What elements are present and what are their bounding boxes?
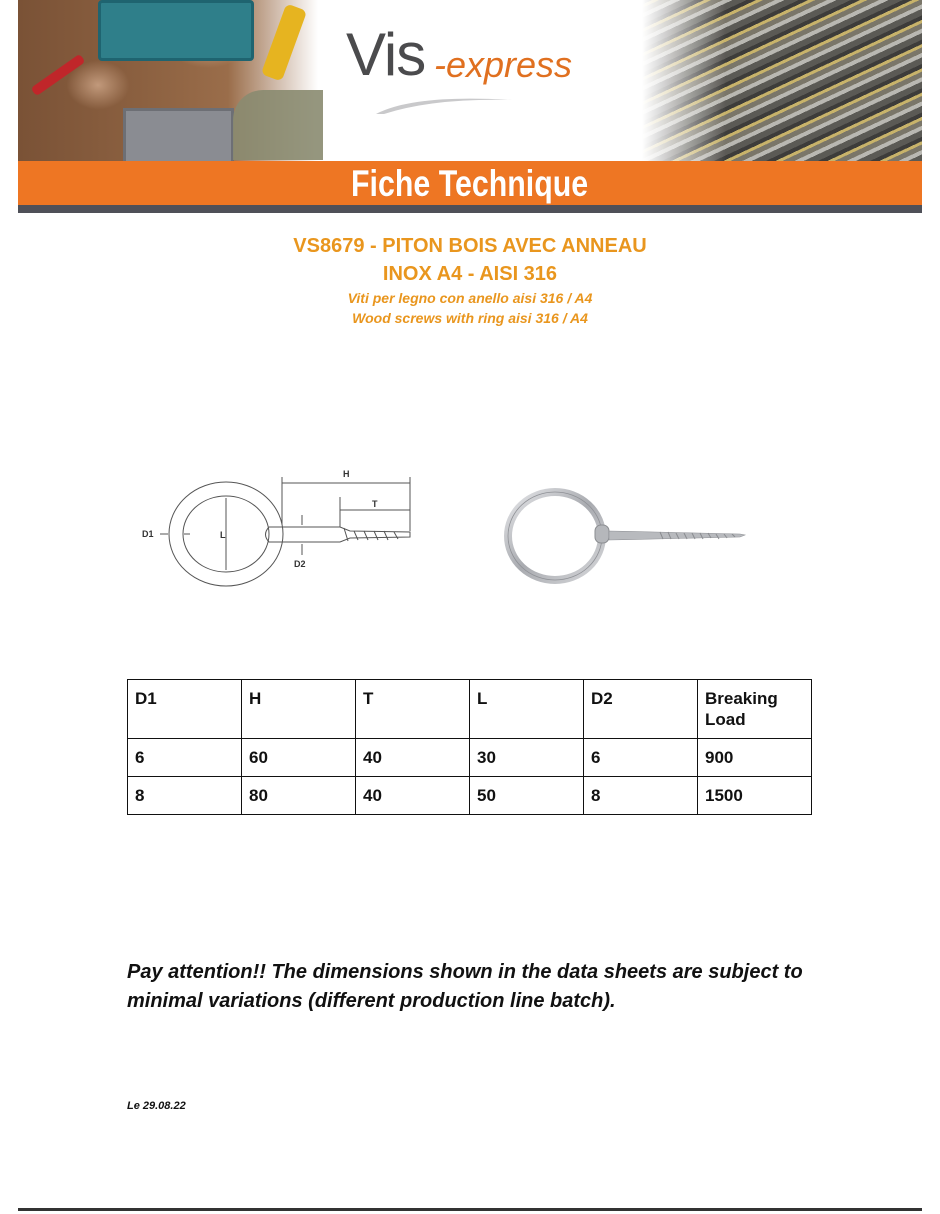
table-cell: 8 [128, 777, 242, 815]
logo-secondary-text: -express [434, 44, 573, 85]
product-title-line2: INOX A4 - AISI 316 [382, 263, 558, 285]
attention-note: Pay attention!! The dimensions shown in the data sheets are subject to minimal variations (different production line batch). [127, 961, 803, 1012]
label-l: L [220, 530, 226, 540]
table-cell: 1500 [698, 777, 812, 815]
table-cell: 40 [356, 777, 470, 815]
header-photo-band [18, 0, 922, 161]
logo-primary-text: Vis [346, 21, 426, 88]
label-h: H [343, 469, 350, 479]
document-date: Le 29.08.22 [127, 1100, 186, 1112]
header-divider [18, 205, 922, 213]
header-banner [18, 0, 922, 214]
label-d1: D1 [142, 529, 154, 539]
footer-divider [18, 1208, 922, 1211]
logo-swoosh-icon [374, 92, 514, 116]
specifications-table [127, 679, 812, 815]
table-row [128, 739, 812, 777]
table-cell: 80 [242, 777, 356, 815]
fiche-technique-bar [18, 161, 922, 205]
banner-title: Fiche Technique [351, 163, 589, 204]
screws-photo [642, 0, 922, 161]
table-cell: 6 [584, 739, 698, 777]
product-subtitle-english: Wood screws with ring aisi 316 / A4 [352, 310, 588, 326]
header-cell-breaking-load: Breaking Load [698, 680, 812, 739]
label-t: T [372, 499, 378, 509]
header-cell-t: T [356, 680, 470, 739]
table-cell: 40 [356, 739, 470, 777]
vis-express-logo [346, 20, 606, 120]
label-d2: D2 [294, 559, 306, 569]
table-cell: 6 [128, 739, 242, 777]
header-cell-h: H [242, 680, 356, 739]
product-subtitle-italian: Viti per legno con anello aisi 316 / A4 [347, 290, 593, 306]
product-photo [495, 478, 755, 593]
table-cell: 50 [470, 777, 584, 815]
table-cell: 60 [242, 739, 356, 777]
table-row [128, 777, 812, 815]
header-cell-d2: D2 [584, 680, 698, 739]
technical-drawing [130, 455, 430, 605]
table-header-row [128, 680, 812, 739]
table-cell: 30 [470, 739, 584, 777]
product-title-line1: VS8679 - PITON BOIS AVEC ANNEAU [293, 235, 647, 257]
workbench-photo [18, 0, 318, 161]
product-title-block [0, 232, 940, 328]
header-cell-l: L [470, 680, 584, 739]
header-cell-d1: D1 [128, 680, 242, 739]
table-cell: 900 [698, 739, 812, 777]
table-cell: 8 [584, 777, 698, 815]
